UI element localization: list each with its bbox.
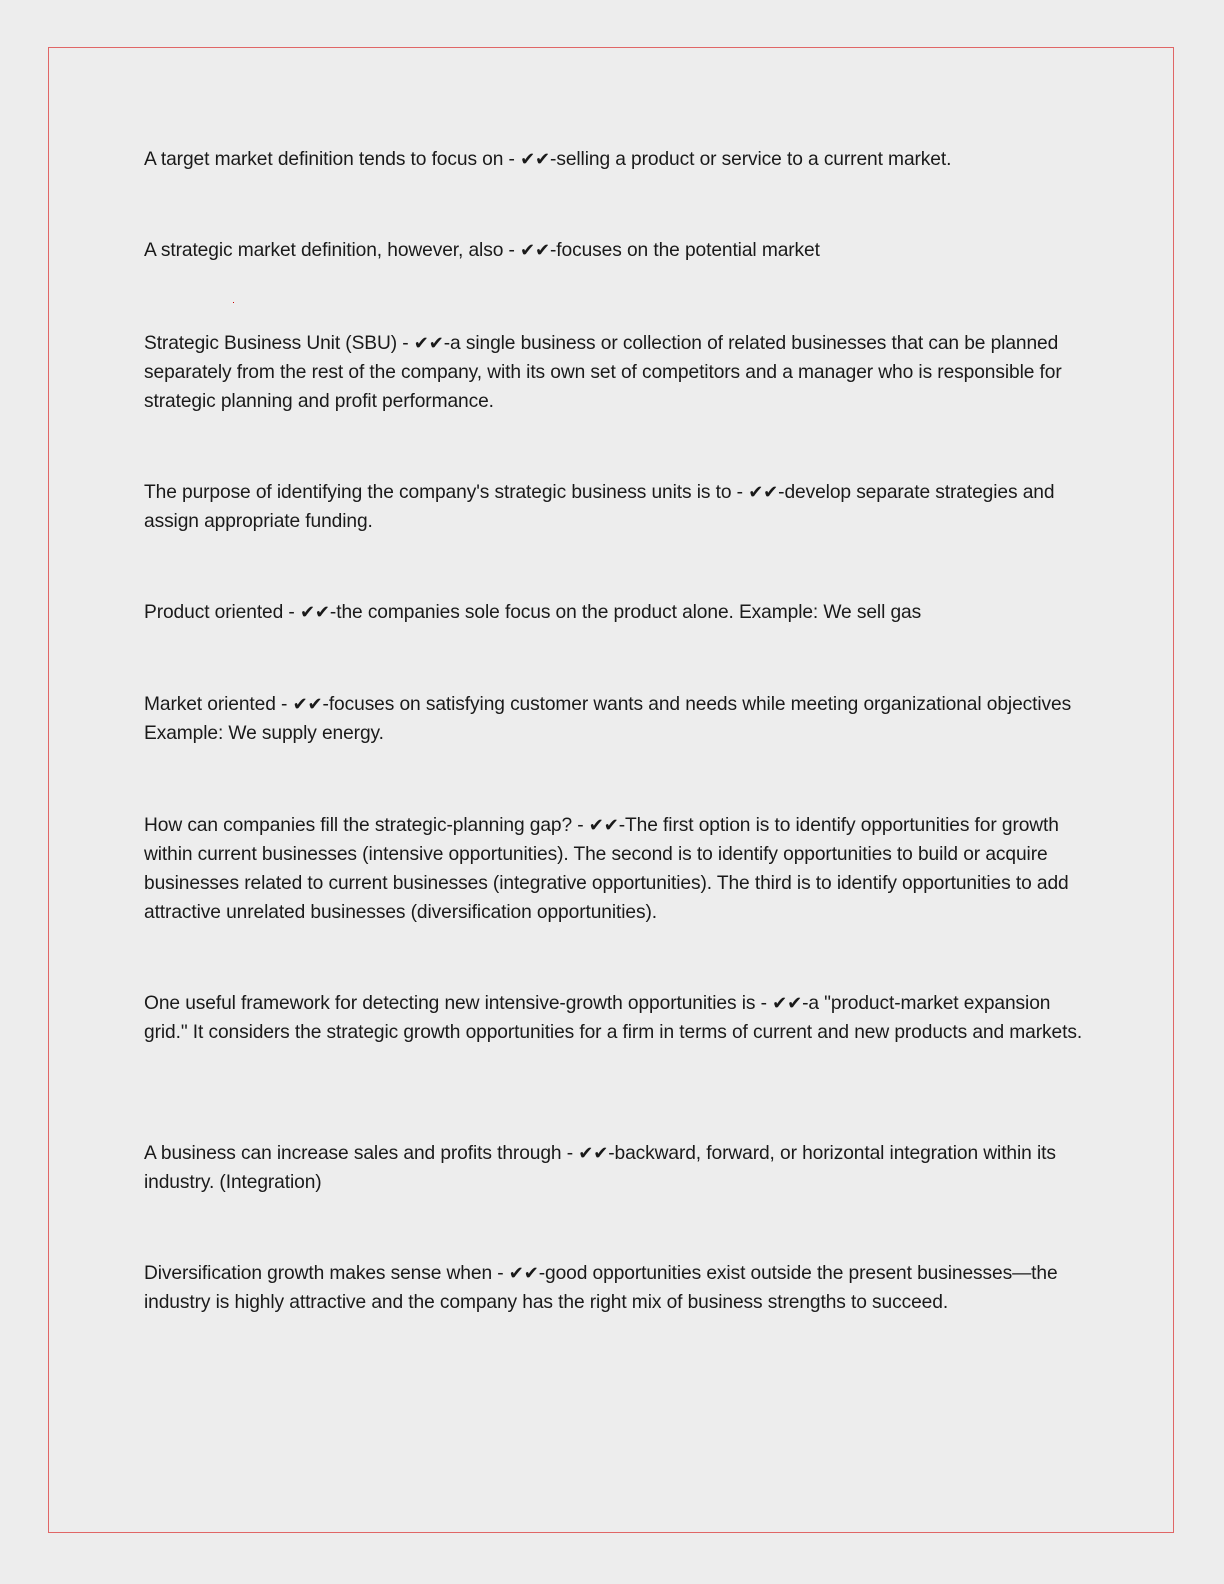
term-text: A business can increase sales and profits through -: [144, 1143, 579, 1164]
check-icon: ✔✔: [299, 602, 330, 623]
qa-item-2: [144, 236, 1084, 265]
term-text: Market oriented -: [144, 694, 293, 715]
term-text: A strategic market definition, however, also -: [144, 240, 521, 261]
check-icon: ✔✔: [578, 1143, 609, 1164]
definition-text: -the companies sole focus on the product alone. Example: We sell gas: [329, 602, 922, 623]
check-icon: ✔✔: [508, 1263, 539, 1284]
qa-item-7: [144, 811, 1084, 927]
qa-item-8: [144, 989, 1084, 1047]
check-icon: ✔✔: [588, 815, 619, 836]
check-icon: ✔✔: [520, 240, 551, 261]
qa-item-6: [144, 690, 1084, 748]
definition-text: -good opportunities exist outside the present businesses—the industry is highly attractive and the company has the right mix of business strengths to succeed.: [144, 1263, 1058, 1313]
qa-item-1: [144, 145, 1084, 174]
term-text: A target market definition tends to focus on -: [144, 149, 521, 170]
term-text: Diversification growth makes sense when -: [144, 1263, 509, 1284]
qa-item-5: [144, 598, 1084, 627]
definition-text: -a single business or collection of related businesses that can be planned separately from the rest of the company, with its own set of competitors and a manager who is responsible for strategic planning and profit performance.: [144, 333, 1062, 412]
qa-item-4: [144, 478, 1084, 536]
qa-item-3: [144, 329, 1084, 416]
definition-text: -selling a product or service to a current market.: [550, 149, 952, 170]
definition-text: -backward, forward, or horizontal integration within its industry. (Integration): [144, 1143, 1056, 1193]
term-text: How can companies fill the strategic-planning gap? -: [144, 815, 589, 836]
check-icon: ✔✔: [748, 482, 779, 503]
check-icon: ✔✔: [520, 149, 551, 170]
term-text: Product oriented -: [144, 602, 300, 623]
term-text: Strategic Business Unit (SBU) -: [144, 333, 414, 354]
qa-item-9: [144, 1139, 1084, 1197]
definition-text: -a "product-market expansion grid." It considers the strategic growth opportunities for a firm in terms of current and new products and markets.: [144, 993, 1083, 1043]
check-icon: ✔✔: [413, 333, 444, 354]
stray-mark: [233, 302, 234, 303]
check-icon: ✔✔: [292, 694, 323, 715]
definition-text: -focuses on satisfying customer wants and needs while meeting organizational objectives Example: We supply energy.: [144, 694, 1072, 744]
definition-text: -focuses on the potential market: [550, 240, 820, 261]
definition-text: -develop separate strategies and assign appropriate funding.: [144, 482, 1055, 532]
qa-item-10: [144, 1259, 1084, 1317]
definition-text: -The first option is to identify opportunities for growth within current businesses (intensive opportunities). The second is to identify opportunities to build or acquire businesses related to current businesses (integrative opportunities). The third is to identify opportunities to add attractive unrelated businesses (diversification opportunities).: [144, 815, 1069, 923]
check-icon: ✔✔: [772, 993, 803, 1014]
term-text: One useful framework for detecting new intensive-growth opportunities is -: [144, 993, 773, 1014]
term-text: The purpose of identifying the company's strategic business units is to -: [144, 482, 749, 503]
